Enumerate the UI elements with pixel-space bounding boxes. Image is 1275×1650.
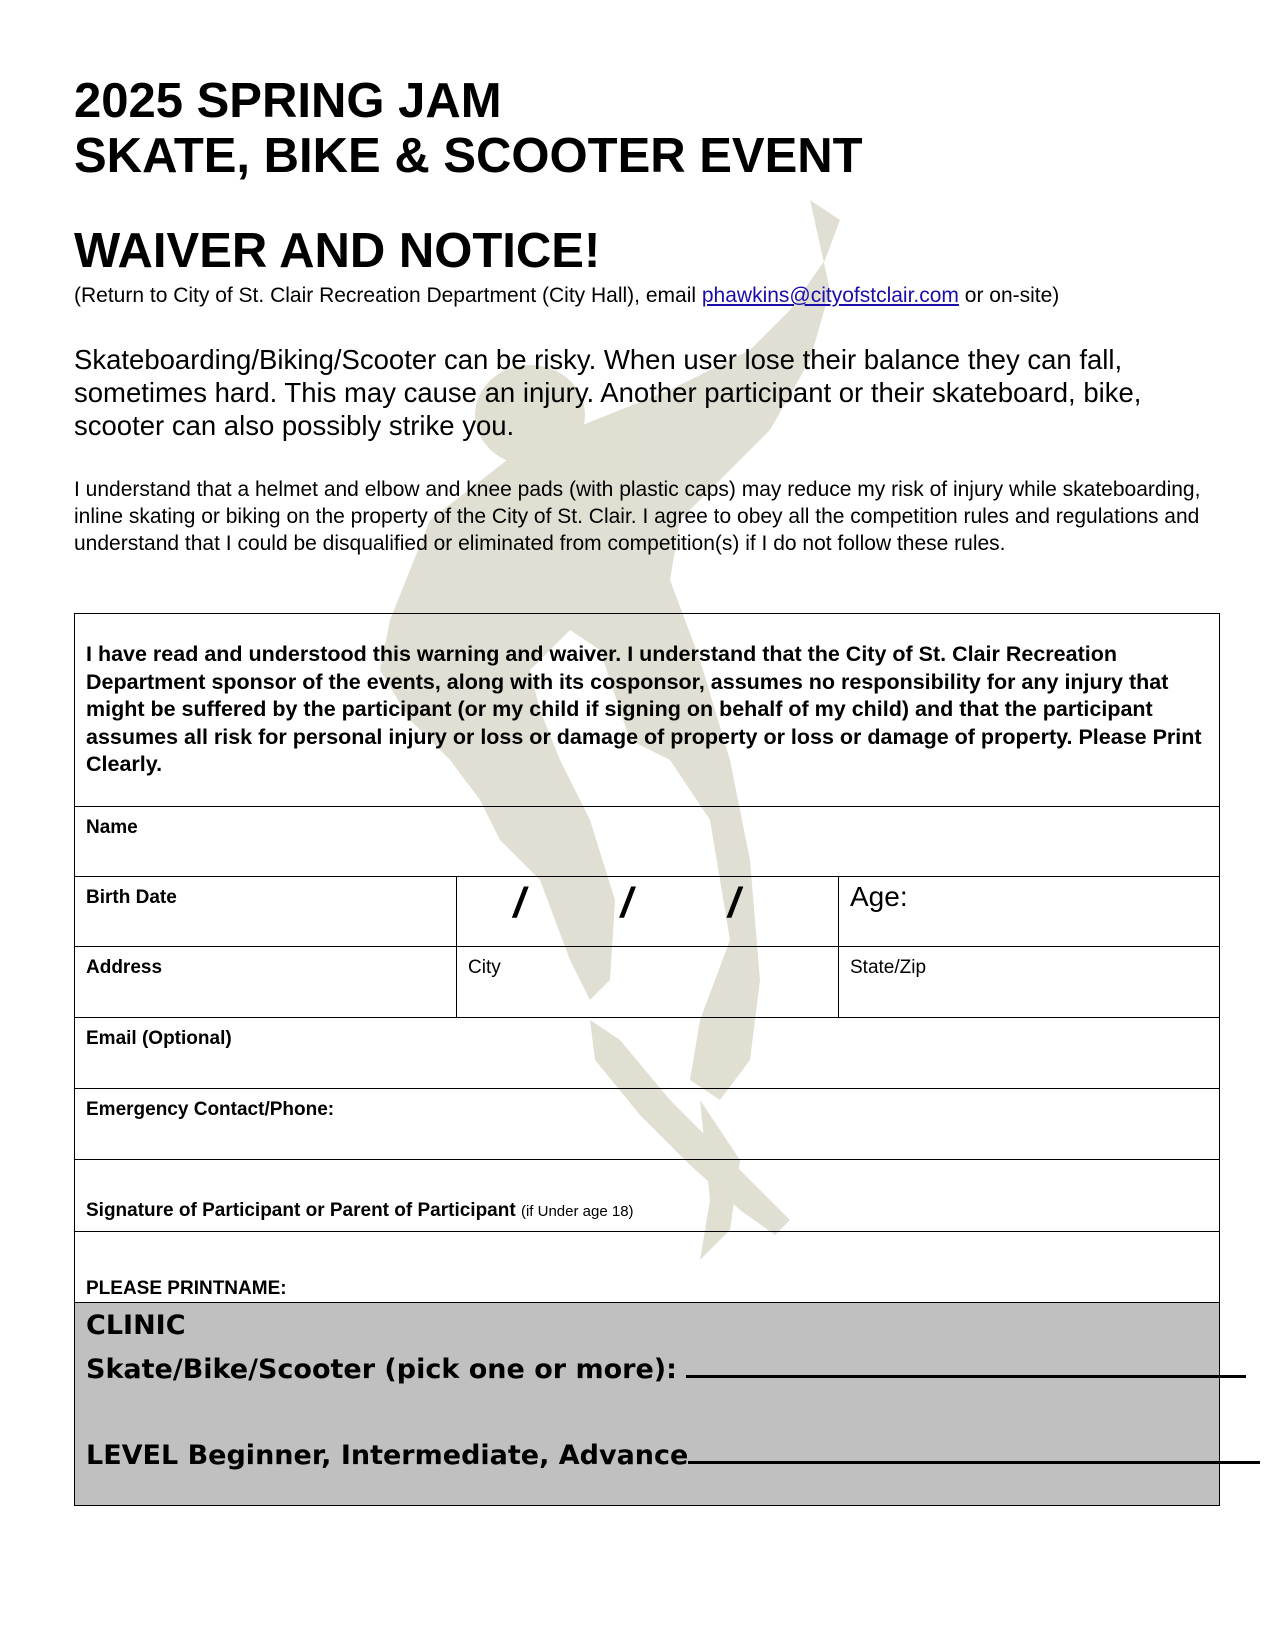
signature-label — [86, 1200, 634, 1223]
activity-blank-line[interactable] — [686, 1351, 1246, 1378]
birth-date-label: Birth Date — [86, 887, 177, 908]
address-label: Address — [86, 957, 163, 978]
agreement-row — [75, 614, 1219, 806]
email-field[interactable] — [75, 1018, 1219, 1088]
email-row[interactable] — [75, 1017, 1219, 1088]
name-field[interactable] — [75, 807, 1219, 876]
date-slashes: / / / — [513, 879, 782, 926]
emergency-contact-field[interactable] — [75, 1089, 1219, 1159]
agreement-text: I have read and understood this warning and waiver. I understand that the City of St. Clair Recreation Department sponsor of the events, along with its cosponsor, assumes no responsibility for any injury that might be suffered by the participant (or my child if signing on behalf of my child) and that the participant assumes all risk for personal injury or loss or damage of property or loss or damage of property. Please Print Clearly. — [86, 642, 1202, 776]
print-name-field[interactable] — [75, 1232, 1219, 1302]
email-label: Email (Optional) — [86, 1028, 232, 1049]
address-field[interactable] — [75, 947, 456, 1017]
email-link[interactable]: phawkins@cityofstclair.com — [701, 284, 959, 307]
print-name-label: PLEASE PRINTNAME: — [86, 1278, 287, 1299]
city-field[interactable] — [456, 947, 838, 1017]
emergency-contact-row[interactable] — [75, 1088, 1219, 1159]
title-line-1: 2025 SPRING JAM — [74, 74, 502, 128]
city-label: City — [468, 957, 501, 978]
clinic-heading: CLINIC — [86, 1310, 186, 1341]
level-blank-line[interactable] — [688, 1437, 1260, 1464]
understand-paragraph: I understand that a helmet and elbow and knee pads (with plastic caps) may reduce my risk of injury while skateboarding, inline skating or biking on the property of the City of St. Clair. I agree to obey all the competition rules and regulations and understand that I could be disqualified or eliminated from competition(s) if I do not follow these rules. — [74, 478, 1201, 555]
age-field[interactable] — [838, 877, 1219, 946]
title-line-2: SKATE, BIKE & SCOOTER EVENT — [74, 129, 863, 183]
page-title — [74, 74, 863, 184]
signature-row[interactable] — [75, 1159, 1219, 1231]
state-zip-field[interactable] — [838, 947, 1219, 1017]
clinic-level-line[interactable] — [86, 1437, 1260, 1475]
age-label: Age: — [850, 881, 908, 912]
clinic-activity-label: Skate/Bike/Scooter (pick one or more): — [86, 1354, 687, 1385]
signature-note: (if Under age 18) — [520, 1203, 634, 1220]
clinic-level-label: LEVEL Beginner, Intermediate, Advance — [86, 1440, 689, 1471]
risk-paragraph: Skateboarding/Biking/Scooter can be risky. When user lose their balance they can fall, sometimes hard. This may cause an injury. Another participant or their skateboard, bike, scooter can also possibly strike you. — [74, 344, 1142, 441]
clinic-activity-line[interactable] — [86, 1351, 1246, 1389]
state-zip-label: State/Zip — [850, 957, 927, 978]
birth-date-row — [75, 876, 1219, 946]
return-note-prefix: (Return to City of St. Clair Recreation Department (City Hall), email — [74, 284, 702, 307]
name-label: Name — [86, 817, 138, 838]
waiver-heading: WAIVER AND NOTICE! — [74, 224, 601, 278]
emergency-contact-label: Emergency Contact/Phone: — [86, 1099, 335, 1120]
signature-field[interactable] — [75, 1160, 1219, 1231]
address-row — [75, 946, 1219, 1017]
print-name-row[interactable] — [75, 1231, 1219, 1302]
signature-label-text: Signature of Participant or Parent of Participant — [86, 1200, 516, 1221]
name-row[interactable] — [75, 806, 1219, 876]
return-note — [74, 283, 1059, 309]
waiver-form — [74, 613, 1220, 1506]
clinic-section — [75, 1302, 1219, 1505]
return-note-suffix: or on-site) — [958, 284, 1060, 307]
birth-date-label-cell — [75, 877, 456, 946]
birth-date-field[interactable] — [456, 877, 838, 946]
